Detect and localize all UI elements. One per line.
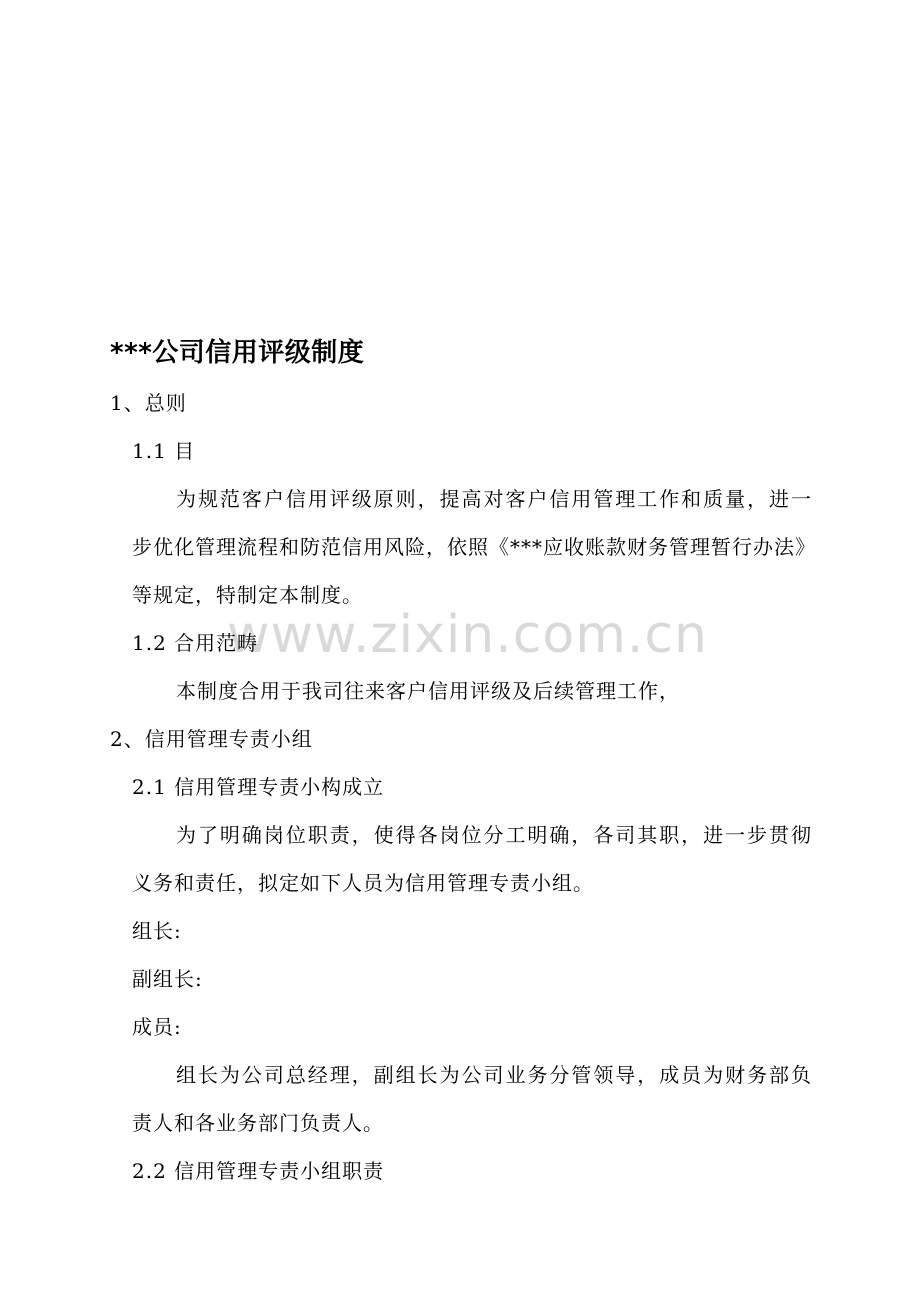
- section-heading-2: 2、信用管理专责小组: [110, 727, 313, 751]
- subsection-heading-2-2: 2.2 信用管理专责小组职责: [132, 1159, 385, 1183]
- paragraph-line: 本制度合用于我司往来客户信用评级及后续管理工作，: [176, 679, 680, 703]
- group-leader-label: 组长:: [132, 919, 182, 943]
- subsection-heading-2-1: 2.1 信用管理专责小构成立: [132, 775, 385, 799]
- paragraph-line: 为规范客户信用评级原则，提高对客户信用管理工作和质量，进一: [176, 487, 812, 511]
- paragraph-line: 等规定，特制定本制度。: [132, 583, 363, 607]
- deputy-leader-label: 副组长:: [132, 967, 203, 991]
- paragraph-line: 义务和责任，拟定如下人员为信用管理专责小组。: [132, 871, 594, 895]
- paragraph-line: 为了明确岗位职责，使得各岗位分工明确，各司其职，进一步贯彻: [176, 823, 812, 847]
- members-label: 成员:: [132, 1015, 182, 1039]
- section-heading-1: 1、总则: [110, 391, 187, 415]
- subsection-heading-1-1: 1.1 目: [132, 439, 196, 463]
- watermark: www.zixin.com.cn: [227, 605, 708, 665]
- paragraph-line: 步优化管理流程和防范信用风险，依照《***应收账款财务管理暂行办法》: [132, 535, 816, 559]
- paragraph-line: 组长为公司总经理，副组长为公司业务分管领导，成员为财务部负: [176, 1063, 812, 1087]
- document-title: ***公司信用评级制度: [110, 338, 365, 368]
- subsection-heading-1-2: 1.2 合用范畴: [132, 631, 259, 655]
- paragraph-line: 责人和各业务部门负责人。: [132, 1111, 384, 1135]
